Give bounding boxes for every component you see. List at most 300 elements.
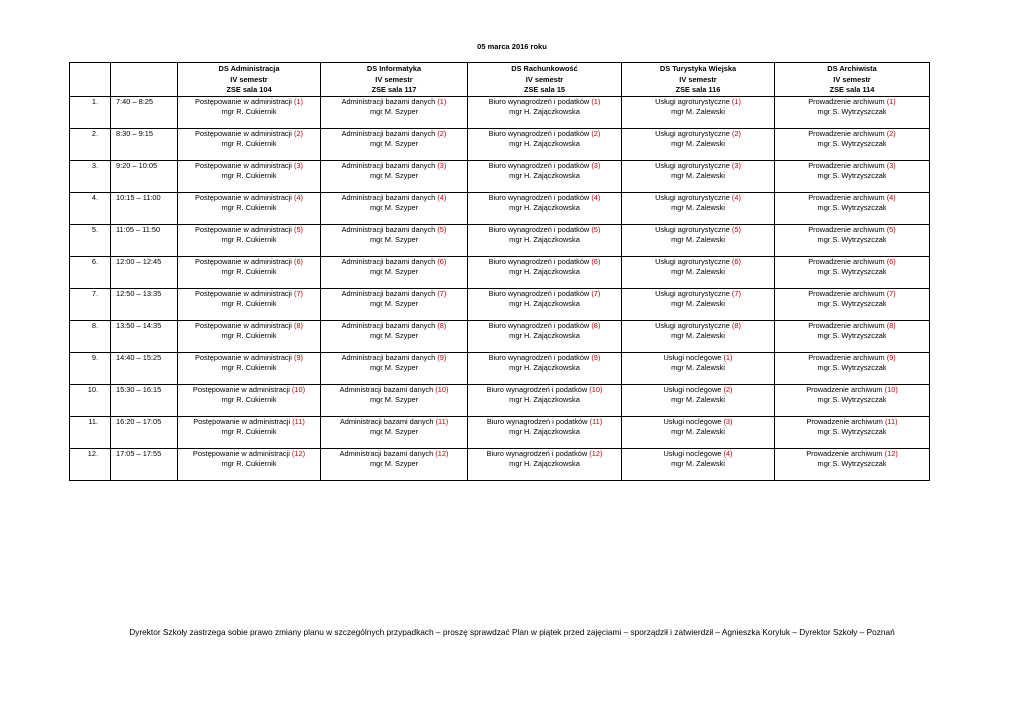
schedule-cell xyxy=(468,352,622,384)
schedule-cell xyxy=(321,192,468,224)
subject-line xyxy=(178,225,320,236)
teacher-name: mgr S. Wytrzyszczak xyxy=(817,107,887,116)
subject-name: Prowadzenie archiwum xyxy=(808,96,885,106)
subject-name: Prowadzenie archiwum xyxy=(808,160,885,170)
subject-line xyxy=(622,385,774,396)
schedule-cell xyxy=(468,288,622,320)
subject-line xyxy=(468,289,621,300)
subject-name: Prowadzenie archiwum xyxy=(808,192,885,202)
subject-name: Usługi agroturystyczne xyxy=(655,224,730,234)
lesson-counter: (1) xyxy=(437,96,447,106)
lesson-time: 7:40 – 8:25 xyxy=(111,96,178,128)
lesson-counter: (4) xyxy=(293,192,304,202)
subject-line xyxy=(468,417,621,428)
subject-line xyxy=(468,97,621,108)
schedule-cell xyxy=(468,256,622,288)
schedule-cell xyxy=(321,96,468,128)
schedule-cell xyxy=(468,96,622,128)
lesson-counter: (2) xyxy=(437,128,447,138)
lesson-counter: (10) xyxy=(884,384,898,394)
teacher-name: mgr M. Szyper xyxy=(369,459,419,468)
schedule-cell xyxy=(321,256,468,288)
schedule-cell xyxy=(468,160,622,192)
teacher-name: mgr H. Zajączkowska xyxy=(509,107,580,116)
schedule-cell xyxy=(775,256,930,288)
schedule-cell xyxy=(622,192,775,224)
lesson-time: 14:40 – 15:25 xyxy=(111,352,178,384)
lesson-counter: (2) xyxy=(591,128,601,138)
lesson-number: 12. xyxy=(70,448,111,480)
schedule-cell xyxy=(622,320,775,352)
schedule-cell xyxy=(622,128,775,160)
lesson-counter: (9) xyxy=(886,352,896,362)
schedule-cell xyxy=(622,288,775,320)
teacher-name: mgr R. Cukiernik xyxy=(221,427,277,436)
lesson-counter: (6) xyxy=(591,256,601,266)
subject-name: Biuro wynagrodzeń i podatków xyxy=(486,384,588,394)
teacher-name: mgr M. Szyper xyxy=(369,235,419,244)
subject-name: Postępowanie w administracji xyxy=(192,384,290,394)
lesson-counter: (8) xyxy=(731,320,741,330)
subject-name: Administracji bazami danych xyxy=(341,320,436,330)
lesson-counter: (1) xyxy=(723,352,733,362)
teacher-name: mgr R. Cukiernik xyxy=(221,171,277,180)
lesson-counter: (6) xyxy=(437,256,447,266)
subject-line xyxy=(321,257,467,268)
lesson-counter: (12) xyxy=(589,448,603,458)
subject-line xyxy=(468,353,621,364)
subject-line xyxy=(468,161,621,172)
subject-line xyxy=(622,353,774,364)
lesson-number: 5. xyxy=(70,224,111,256)
subject-name: Postępowanie w administracji xyxy=(194,96,292,106)
subject-name: Usługi agroturystyczne xyxy=(655,256,730,266)
lesson-counter: (10) xyxy=(589,384,603,394)
teacher-name: mgr R. Cukiernik xyxy=(221,235,277,244)
subject-name: Biuro wynagrodzeń i podatków xyxy=(488,256,590,266)
schedule-cell xyxy=(468,416,622,448)
subject-name: Administracji bazami danych xyxy=(341,288,436,298)
subject-name: Postępowanie w administracji xyxy=(194,192,292,202)
lesson-counter: (1) xyxy=(293,96,304,106)
subject-line xyxy=(178,449,320,460)
subject-line xyxy=(321,417,467,428)
subject-line xyxy=(622,289,774,300)
subject-line xyxy=(178,289,320,300)
teacher-name: mgr M. Zalewski xyxy=(671,267,725,276)
subject-line xyxy=(775,129,929,140)
teacher-name: mgr H. Zajączkowska xyxy=(509,203,580,212)
subject-name: Administracji bazami danych xyxy=(341,352,436,362)
table-row xyxy=(70,448,930,480)
lesson-counter: (11) xyxy=(435,416,449,426)
teacher-name: mgr H. Zajączkowska xyxy=(509,459,580,468)
lesson-counter: (8) xyxy=(293,320,304,330)
teacher-name: mgr H. Zajączkowska xyxy=(509,171,580,180)
subject-name: Usługi noclegowe xyxy=(663,384,722,394)
lesson-time: 11:05 – 11:50 xyxy=(111,224,178,256)
lesson-counter: (7) xyxy=(437,288,447,298)
subject-name: Prowadzenie archiwum xyxy=(806,384,883,394)
schedule-cell xyxy=(321,128,468,160)
subject-name: Biuro wynagrodzeń i podatków xyxy=(488,128,590,138)
schedule-cell xyxy=(468,192,622,224)
subject-line xyxy=(775,257,929,268)
subject-line xyxy=(622,97,774,108)
subject-line xyxy=(178,321,320,332)
subject-line xyxy=(775,449,929,460)
subject-name: Administracji bazami danych xyxy=(341,128,436,138)
subject-line xyxy=(622,321,774,332)
subject-name: Postępowanie w administracji xyxy=(194,160,292,170)
lesson-time: 12:50 – 13:35 xyxy=(111,288,178,320)
schedule-cell xyxy=(321,320,468,352)
schedule-cell xyxy=(178,320,321,352)
teacher-name: mgr S. Wytrzyszczak xyxy=(817,459,887,468)
lesson-counter: (3) xyxy=(591,160,601,170)
teacher-name: mgr R. Cukiernik xyxy=(221,107,277,116)
teacher-name: mgr M. Zalewski xyxy=(671,395,725,404)
teacher-name: mgr H. Zajączkowska xyxy=(509,427,580,436)
subject-name: Usługi noclegowe xyxy=(663,352,722,362)
subject-line xyxy=(775,289,929,300)
subject-name: Prowadzenie archiwum xyxy=(806,416,883,426)
lesson-counter: (3) xyxy=(723,416,733,426)
subject-name: Biuro wynagrodzeń i podatków xyxy=(486,416,588,426)
teacher-name: mgr R. Cukiernik xyxy=(221,395,277,404)
schedule-cell xyxy=(775,96,930,128)
schedule-cell xyxy=(622,256,775,288)
subject-name: Postępowanie w administracji xyxy=(193,416,291,426)
lesson-counter: (8) xyxy=(886,320,896,330)
teacher-name: mgr M. Zalewski xyxy=(671,427,725,436)
lesson-number: 3. xyxy=(70,160,111,192)
column-header: DS Rachunkowość IV semestr ZSE sala 15 xyxy=(468,63,622,97)
subject-line xyxy=(321,97,467,108)
teacher-name: mgr H. Zajączkowska xyxy=(509,299,580,308)
lesson-counter: (2) xyxy=(723,384,733,394)
lesson-counter: (7) xyxy=(293,288,304,298)
lesson-counter: (6) xyxy=(293,256,304,266)
subject-line xyxy=(622,129,774,140)
schedule-cell xyxy=(178,128,321,160)
schedule-cell xyxy=(178,256,321,288)
subject-line xyxy=(622,161,774,172)
subject-name: Administracji bazami danych xyxy=(341,192,436,202)
lesson-counter: (8) xyxy=(591,320,601,330)
subject-line xyxy=(468,449,621,460)
teacher-name: mgr R. Cukiernik xyxy=(221,459,277,468)
subject-name: Usługi agroturystyczne xyxy=(655,320,730,330)
schedule-cell xyxy=(775,288,930,320)
schedule-cell xyxy=(468,128,622,160)
lesson-counter: (5) xyxy=(591,224,601,234)
subject-name: Prowadzenie archiwum xyxy=(808,320,885,330)
subject-line xyxy=(622,225,774,236)
subject-name: Usługi agroturystyczne xyxy=(655,128,730,138)
subject-line xyxy=(178,417,320,428)
lesson-counter: (1) xyxy=(731,96,741,106)
subject-line xyxy=(468,257,621,268)
teacher-name: mgr M. Zalewski xyxy=(671,203,725,212)
subject-line xyxy=(178,129,320,140)
header-num xyxy=(70,63,111,97)
lesson-counter: (11) xyxy=(884,416,898,426)
teacher-name: mgr H. Zajączkowska xyxy=(509,267,580,276)
lesson-counter: (11) xyxy=(292,416,305,426)
subject-name: Postępowanie w administracji xyxy=(194,128,292,138)
teacher-name: mgr S. Wytrzyszczak xyxy=(817,235,887,244)
lesson-counter: (2) xyxy=(731,128,741,138)
column-header: DS Administracja IV semestr ZSE sala 104 xyxy=(178,63,321,97)
subject-line xyxy=(178,161,320,172)
schedule-table xyxy=(69,62,930,481)
footer-note: Dyrektor Szkoły zastrzega sobie prawo zmiany planu w szczególnych przypadkach – proszę sprawdzać Plan w piątek przed zajęciami – sporządził i zatwierdził – Agnieszka Koryluk – Dyrektor Szkoły – Poznań xyxy=(129,627,895,637)
teacher-name: mgr M. Zalewski xyxy=(671,235,725,244)
teacher-name: mgr M. Zalewski xyxy=(671,459,725,468)
lesson-counter: (3) xyxy=(731,160,741,170)
subject-line xyxy=(622,417,774,428)
subject-name: Postępowanie w administracji xyxy=(194,320,292,330)
schedule-cell xyxy=(622,384,775,416)
lesson-counter: (10) xyxy=(291,384,306,394)
column-header: DS Informatyka IV semestr ZSE sala 117 xyxy=(321,63,468,97)
subject-name: Administracji bazami danych xyxy=(341,96,436,106)
subject-line xyxy=(321,193,467,204)
schedule-cell xyxy=(468,320,622,352)
schedule-cell xyxy=(178,288,321,320)
table-row xyxy=(70,224,930,256)
teacher-name: mgr S. Wytrzyszczak xyxy=(817,171,887,180)
lesson-counter: (3) xyxy=(293,160,304,170)
teacher-name: mgr R. Cukiernik xyxy=(221,331,277,340)
teacher-name: mgr S. Wytrzyszczak xyxy=(817,363,887,372)
schedule-cell xyxy=(178,448,321,480)
table-row xyxy=(70,192,930,224)
schedule-cell xyxy=(321,224,468,256)
teacher-name: mgr M. Szyper xyxy=(369,203,419,212)
subject-line xyxy=(775,161,929,172)
lesson-time: 8:30 – 9:15 xyxy=(111,128,178,160)
schedule-cell xyxy=(468,448,622,480)
table-row xyxy=(70,96,930,128)
subject-line xyxy=(622,449,774,460)
teacher-name: mgr S. Wytrzyszczak xyxy=(817,395,887,404)
lesson-number: 1. xyxy=(70,96,111,128)
teacher-name: mgr M. Zalewski xyxy=(671,299,725,308)
subject-line xyxy=(775,193,929,204)
schedule-cell xyxy=(775,224,930,256)
lesson-counter: (7) xyxy=(731,288,741,298)
schedule-cell xyxy=(622,224,775,256)
subject-line xyxy=(321,449,467,460)
subject-line xyxy=(622,193,774,204)
teacher-name: mgr M. Szyper xyxy=(369,171,419,180)
schedule-cell xyxy=(321,288,468,320)
lesson-counter: (2) xyxy=(886,128,896,138)
subject-name: Prowadzenie archiwum xyxy=(808,128,885,138)
schedule-cell xyxy=(178,384,321,416)
subject-line xyxy=(775,321,929,332)
subject-line xyxy=(468,193,621,204)
lesson-counter: (12) xyxy=(291,448,306,458)
subject-line xyxy=(622,257,774,268)
subject-line xyxy=(321,321,467,332)
schedule-cell xyxy=(775,192,930,224)
schedule-cell xyxy=(321,416,468,448)
lesson-time: 15:30 – 16:15 xyxy=(111,384,178,416)
lesson-counter: (9) xyxy=(591,352,601,362)
header-time xyxy=(111,63,178,97)
subject-name: Usługi agroturystyczne xyxy=(655,160,730,170)
lesson-time: 13:50 – 14:35 xyxy=(111,320,178,352)
subject-line xyxy=(178,193,320,204)
teacher-name: mgr S. Wytrzyszczak xyxy=(817,203,887,212)
teacher-name: mgr H. Zajączkowska xyxy=(509,395,580,404)
teacher-name: mgr R. Cukiernik xyxy=(221,299,277,308)
teacher-name: mgr R. Cukiernik xyxy=(221,363,277,372)
teacher-name: mgr S. Wytrzyszczak xyxy=(817,139,887,148)
lesson-time: 10:15 – 11:00 xyxy=(111,192,178,224)
schedule-cell xyxy=(775,128,930,160)
lesson-counter: (3) xyxy=(886,160,896,170)
teacher-name: mgr S. Wytrzyszczak xyxy=(817,299,887,308)
lesson-counter: (12) xyxy=(884,448,898,458)
subject-name: Prowadzenie archiwum xyxy=(808,224,885,234)
schedule-cell xyxy=(178,352,321,384)
lesson-counter: (1) xyxy=(591,96,601,106)
subject-name: Usługi noclegowe xyxy=(663,448,722,458)
lesson-counter: (5) xyxy=(293,224,304,234)
subject-name: Administracji bazami danych xyxy=(341,224,436,234)
teacher-name: mgr M. Szyper xyxy=(369,267,419,276)
lesson-counter: (3) xyxy=(437,160,447,170)
subject-line xyxy=(321,353,467,364)
schedule-cell xyxy=(622,448,775,480)
subject-name: Biuro wynagrodzeń i podatków xyxy=(488,160,590,170)
teacher-name: mgr M. Zalewski xyxy=(671,363,725,372)
subject-line xyxy=(321,385,467,396)
lesson-counter: (2) xyxy=(293,128,304,138)
lesson-number: 6. xyxy=(70,256,111,288)
subject-name: Biuro wynagrodzeń i podatków xyxy=(488,192,590,202)
subject-name: Usługi agroturystyczne xyxy=(655,96,730,106)
teacher-name: mgr S. Wytrzyszczak xyxy=(817,331,887,340)
subject-name: Administracji bazami danych xyxy=(341,160,436,170)
lesson-counter: (9) xyxy=(437,352,447,362)
schedule-cell xyxy=(775,448,930,480)
subject-line xyxy=(178,385,320,396)
teacher-name: mgr H. Zajączkowska xyxy=(509,235,580,244)
subject-name: Biuro wynagrodzeń i podatków xyxy=(488,96,590,106)
schedule-cell xyxy=(775,160,930,192)
schedule-cell xyxy=(178,224,321,256)
subject-line xyxy=(321,129,467,140)
schedule-cell xyxy=(622,96,775,128)
schedule-cell xyxy=(775,416,930,448)
subject-name: Administracji bazami danych xyxy=(339,416,434,426)
column-header: DS Turystyka Wiejska IV semestr ZSE sala 116 xyxy=(622,63,775,97)
schedule-cell xyxy=(622,416,775,448)
lesson-counter: (7) xyxy=(886,288,896,298)
schedule-cell xyxy=(622,352,775,384)
lesson-counter: (5) xyxy=(437,224,447,234)
teacher-name: mgr H. Zajączkowska xyxy=(509,363,580,372)
subject-name: Usługi agroturystyczne xyxy=(655,288,730,298)
lesson-counter: (6) xyxy=(886,256,896,266)
subject-line xyxy=(321,161,467,172)
lesson-counter: (11) xyxy=(589,416,603,426)
teacher-name: mgr H. Zajączkowska xyxy=(509,331,580,340)
teacher-name: mgr R. Cukiernik xyxy=(221,203,277,212)
teacher-name: mgr M. Szyper xyxy=(369,107,419,116)
lesson-time: 12:00 – 12:45 xyxy=(111,256,178,288)
lesson-time: 9:20 – 10:05 xyxy=(111,160,178,192)
subject-name: Postępowanie w administracji xyxy=(194,352,292,362)
subject-name: Biuro wynagrodzeń i podatków xyxy=(488,352,590,362)
teacher-name: mgr M. Szyper xyxy=(369,331,419,340)
table-row xyxy=(70,384,930,416)
subject-line xyxy=(321,289,467,300)
lesson-counter: (9) xyxy=(293,352,304,362)
table-row xyxy=(70,320,930,352)
lesson-counter: (10) xyxy=(435,384,449,394)
subject-name: Prowadzenie archiwum xyxy=(808,288,885,298)
lesson-counter: (12) xyxy=(435,448,449,458)
subject-line xyxy=(775,225,929,236)
schedule-date: 05 marca 2016 roku xyxy=(477,42,547,51)
lesson-time: 17:05 – 17:55 xyxy=(111,448,178,480)
subject-name: Biuro wynagrodzeń i podatków xyxy=(486,448,588,458)
teacher-name: mgr M. Zalewski xyxy=(671,331,725,340)
lesson-counter: (5) xyxy=(731,224,741,234)
subject-line xyxy=(178,97,320,108)
lesson-number: 11. xyxy=(70,416,111,448)
table-row xyxy=(70,416,930,448)
lesson-counter: (4) xyxy=(723,448,733,458)
subject-name: Biuro wynagrodzeń i podatków xyxy=(488,288,590,298)
schedule-cell xyxy=(468,224,622,256)
subject-line xyxy=(775,97,929,108)
schedule-cell xyxy=(775,352,930,384)
schedule-cell xyxy=(775,384,930,416)
table-row xyxy=(70,288,930,320)
subject-line xyxy=(178,257,320,268)
lesson-counter: (7) xyxy=(591,288,601,298)
schedule-cell xyxy=(178,160,321,192)
subject-name: Postępowanie w administracji xyxy=(194,288,292,298)
lesson-number: 7. xyxy=(70,288,111,320)
teacher-name: mgr M. Zalewski xyxy=(671,107,725,116)
schedule-cell xyxy=(321,448,468,480)
lesson-number: 8. xyxy=(70,320,111,352)
subject-line xyxy=(178,353,320,364)
column-header: DS Archiwista IV semestr ZSE sala 114 xyxy=(775,63,930,97)
teacher-name: mgr M. Zalewski xyxy=(671,139,725,148)
schedule-cell xyxy=(321,160,468,192)
schedule-cell xyxy=(178,96,321,128)
subject-name: Prowadzenie archiwum xyxy=(808,256,885,266)
subject-name: Administracji bazami danych xyxy=(341,256,436,266)
subject-line xyxy=(468,321,621,332)
subject-name: Biuro wynagrodzeń i podatków xyxy=(488,320,590,330)
lesson-counter: (4) xyxy=(731,192,741,202)
subject-name: Prowadzenie archiwum xyxy=(808,352,885,362)
table-row xyxy=(70,352,930,384)
schedule-cell xyxy=(622,160,775,192)
subject-name: Usługi agroturystyczne xyxy=(655,192,730,202)
subject-name: Postępowanie w administracji xyxy=(192,448,290,458)
